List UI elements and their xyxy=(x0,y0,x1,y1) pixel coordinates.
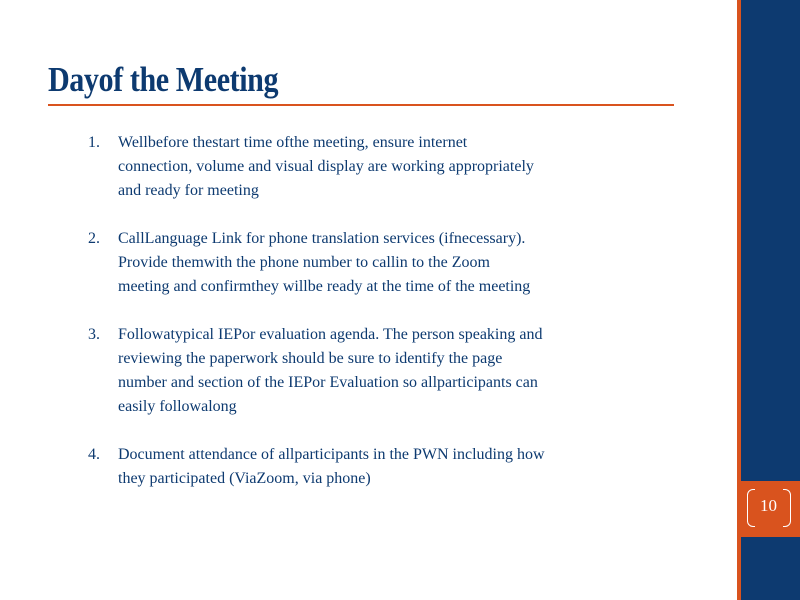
list-item-text-line: meeting and confirmthey willbe ready at the time of the meeting xyxy=(118,278,531,295)
list-item-1 xyxy=(88,131,688,203)
list-item-number: 4. xyxy=(88,446,100,463)
list-item-4 xyxy=(88,443,688,491)
page-number: 10 xyxy=(760,496,777,515)
list-item-2 xyxy=(88,227,688,299)
list-item-text-line: number and section of the IEPor Evaluation so allparticipants can xyxy=(118,374,538,391)
list-item-text-line: connection, volume and visual display are working appropriately xyxy=(118,158,534,175)
list-item-text-line: they participated (ViaZoom, via phone) xyxy=(118,470,371,487)
list-item-number: 3. xyxy=(88,326,100,343)
slide-title: Dayof the Meeting xyxy=(48,60,279,99)
list-item-text-line: and ready for meeting xyxy=(118,182,259,199)
list-item-text-line: Document attendance of allparticipants in the PWN including how xyxy=(118,446,545,463)
steps-list xyxy=(88,131,688,515)
list-item-text-line: easily followalong xyxy=(118,398,237,415)
list-item-number: 1. xyxy=(88,134,100,151)
list-item-text-line: reviewing the paperwork should be sure to identify the page xyxy=(118,350,503,367)
list-item-number: 2. xyxy=(88,230,100,247)
title-underline xyxy=(48,104,674,106)
list-item-text-line: CallLanguage Link for phone translation services (ifnecessary). xyxy=(118,230,526,247)
list-item-text-line: Provide themwith the phone number to callin to the Zoom xyxy=(118,254,490,271)
list-item-text-line: Wellbefore thestart time ofthe meeting, ensure internet xyxy=(118,134,468,151)
list-item-3 xyxy=(88,323,688,419)
list-item-text-line: Followatypical IEPor evaluation agenda. The person speaking and xyxy=(118,326,543,343)
